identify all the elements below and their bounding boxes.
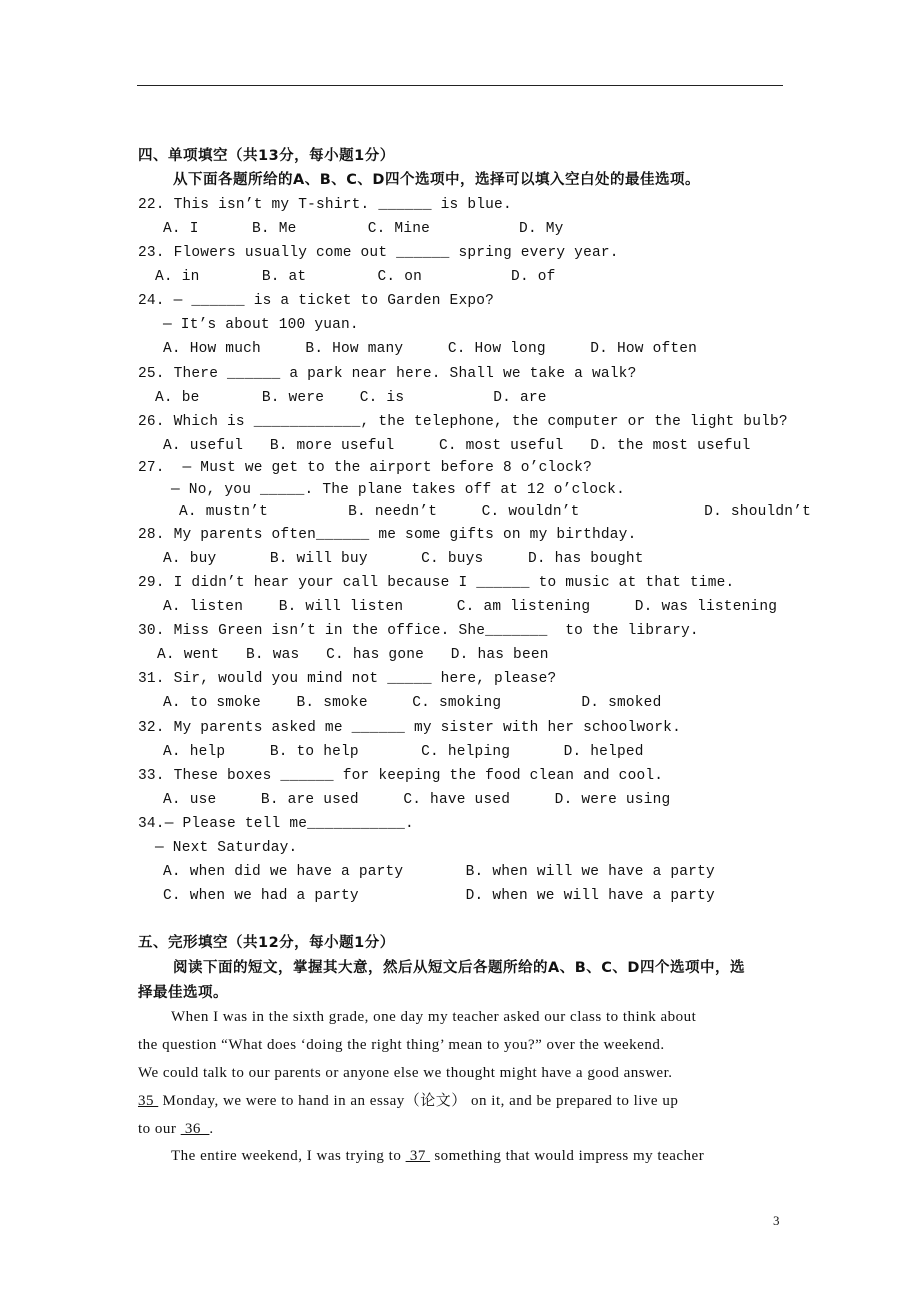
passage-line-5-text-b: . [209, 1121, 214, 1137]
options-27: A. mustn’t B. needn’t C. wouldn’t D. shouldn’t [179, 504, 812, 520]
passage-line-1: When I was in the sixth grade, one day my teacher asked our class to think about [171, 1009, 697, 1025]
section-5-instruction-1: 阅读下面的短文，掌握其大意，然后从短文后各题所给的A、B、C、D四个选项中，选 [173, 960, 745, 976]
question-27: 27. — Must we get to the airport before 8 o’clock? [138, 460, 592, 476]
options-23: A. in B. at C. on D. of [155, 269, 556, 285]
options-34-ab: A. when did we have a party B. when will we have a party [163, 864, 715, 880]
answer-27: — No, you _____. The plane takes off at 12 o’clock. [171, 482, 625, 498]
section-4-instruction: 从下面各题所给的A、B、C、D四个选项中，选择可以填入空白处的最佳选项。 [173, 172, 700, 188]
question-26: 26. Which is ____________, the telephone, the computer or the light bulb? [138, 414, 788, 430]
section-4-title: 四、单项填空（共13分，每小题1分） [138, 148, 395, 164]
options-25: A. be B. were C. is D. are [155, 390, 547, 406]
passage-line-6-text-b: something that would impress my teacher [430, 1148, 705, 1164]
question-30: 30. Miss Green isn’t in the office. She_______ to the library. [138, 623, 699, 639]
options-33: A. use B. are used C. have used D. were using [163, 792, 671, 808]
options-26: A. useful B. more useful C. most useful D. the most useful [163, 438, 751, 454]
section-5-title: 五、完形填空（共12分，每小题1分） [138, 935, 395, 951]
answer-34: — Next Saturday. [155, 840, 298, 856]
options-30: A. went B. was C. has gone D. has been [157, 647, 549, 663]
question-32: 32. My parents asked me ______ my sister with her schoolwork. [138, 720, 681, 736]
question-22: 22. This isn’t my T-shirt. ______ is blue. [138, 197, 512, 213]
question-31: 31. Sir, would you mind not _____ here, please? [138, 671, 557, 687]
passage-line-6-text-a: The entire weekend, I was trying to [171, 1148, 406, 1164]
options-29: A. listen B. will listen C. am listening D. was listening [163, 599, 778, 615]
page-number: 3 [773, 1213, 780, 1228]
question-23: 23. Flowers usually come out ______ spring every year. [138, 245, 619, 261]
passage-line-5 [138, 1120, 214, 1138]
answer-24: — It’s about 100 yuan. [163, 317, 359, 333]
options-34-cd: C. when we had a party D. when we will have a party [163, 888, 715, 904]
passage-line-4 [138, 1092, 678, 1110]
question-34: 34.— Please tell me___________. [138, 816, 414, 832]
blank-36: 36 [180, 1121, 210, 1137]
options-32: A. help B. to help C. helping D. helped [163, 744, 644, 760]
passage-line-5-text-a: to our [138, 1121, 181, 1137]
question-29: 29. I didn’t hear your call because I ______ to music at that time. [138, 575, 735, 591]
passage-line-4-text: Monday, we were to hand in an essay（论文） on it, and be prepared to live up [158, 1093, 679, 1109]
question-25: 25. There ______ a park near here. Shall we take a walk? [138, 366, 637, 382]
options-28: A. buy B. will buy C. buys D. has bought [163, 551, 644, 567]
blank-35: 35 [138, 1093, 159, 1109]
options-24: A. How much B. How many C. How long D. How often [163, 341, 698, 357]
question-33: 33. These boxes ______ for keeping the food clean and cool. [138, 768, 664, 784]
options-22: A. I B. Me C. Mine D. My [163, 221, 564, 237]
section-5-instruction-2: 择最佳选项。 [138, 985, 228, 1001]
options-31: A. to smoke B. smoke C. smoking D. smoked [163, 695, 662, 711]
question-24: 24. — ______ is a ticket to Garden Expo? [138, 293, 495, 309]
passage-line-6 [171, 1147, 704, 1165]
question-28: 28. My parents often______ me some gifts on my birthday. [138, 527, 637, 543]
header-rule [137, 85, 783, 86]
passage-line-2: the question “What does ‘doing the right thing’ mean to you?” over the weekend. [138, 1037, 665, 1053]
blank-37: 37 [405, 1148, 431, 1164]
passage-line-3: We could talk to our parents or anyone else we thought might have a good answer. [138, 1065, 673, 1081]
